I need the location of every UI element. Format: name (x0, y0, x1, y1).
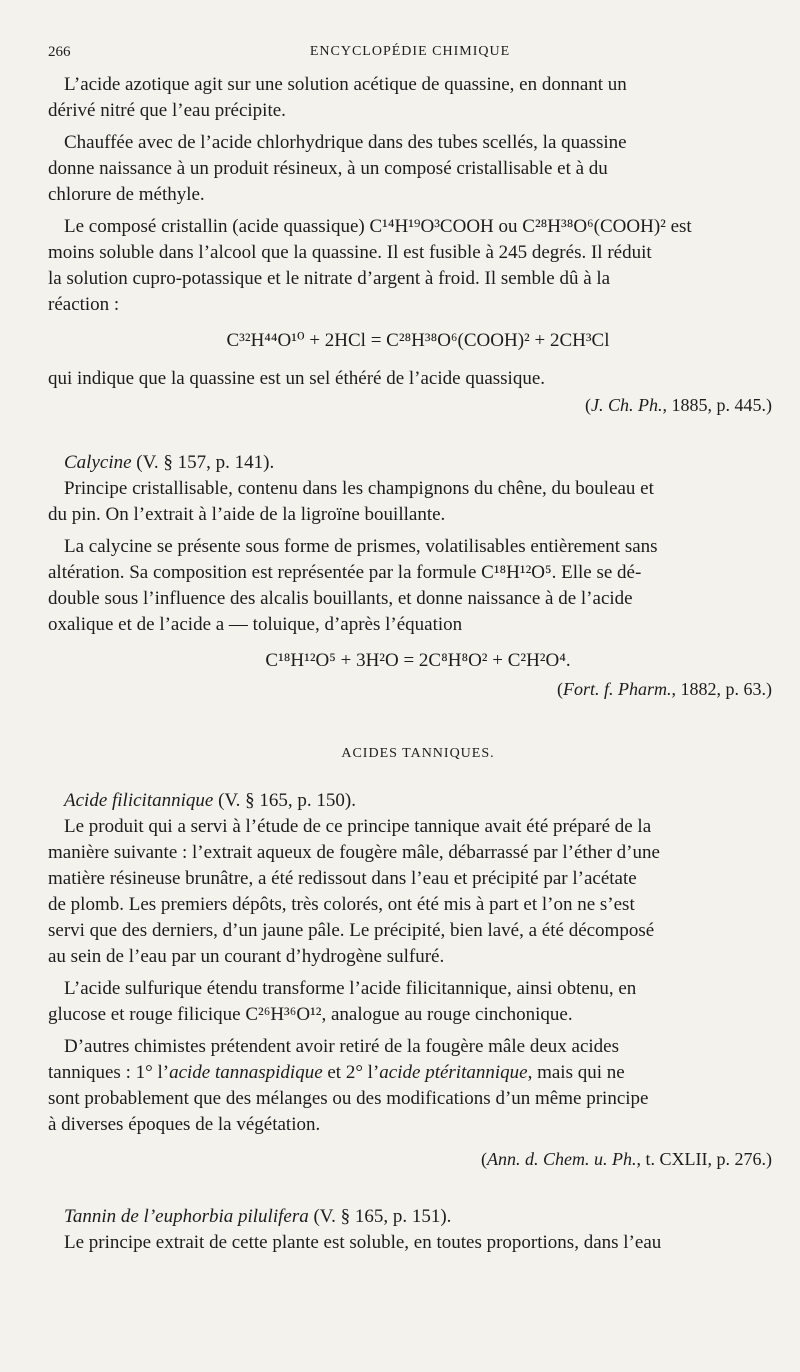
text-line: manière suivante : l’extrait aqueux de fougère mâle, débarrassé par l’éther d’une (48, 842, 660, 863)
text-line: moins soluble dans l’alcool que la quassine. Il est fusible à 245 degrés. Il réduit (48, 242, 652, 263)
item-name: Tannin de l’euphorbia pilulifera (64, 1206, 309, 1227)
text-fragment: glucose et rouge filicique (48, 1004, 241, 1025)
formula-quassic-1: C¹⁴H¹⁹O³COOH (369, 216, 494, 237)
page-body (48, 72, 772, 1256)
text-line: de plomb. Les premiers dépôts, très colorés, ont été mis à part et l’on ne s’est (48, 894, 635, 915)
running-title: ENCYCLOPÉDIE CHIMIQUE (309, 44, 511, 59)
text-fragment: tanniques : 1° l’ (48, 1062, 170, 1083)
item-reference: (V. § 165, p. 151). (313, 1206, 452, 1227)
text-line: du pin. On l’extrait à l’aide de la ligroïne bouillante. (48, 504, 446, 525)
text-line: Le produit qui a servi à l’étude de ce principe tannique avait été préparé de la (64, 816, 652, 837)
text-fragment: est (670, 216, 692, 237)
text-line: Principe cristallisable, contenu dans les champignons du chêne, du bouleau et (64, 478, 654, 499)
text-line: au sein de l’eau par un courant d’hydrogène sulfuré. (48, 946, 445, 967)
citation-3: (Ann. d. Chem. u. Ph., t. CXLII, p. 276.) (481, 1149, 772, 1169)
equation-1: C³²H⁴⁴O¹⁰ + 2HCl = C²⁸H³⁸O⁶(COOH)² + 2CH³Cl (226, 330, 610, 351)
text-line: double sous l’influence des alcalis bouillants, et donne naissance à de l’acide (48, 588, 633, 609)
page-header (48, 40, 772, 66)
page-number: 266 (48, 44, 71, 60)
item-title-tannin (64, 1204, 772, 1230)
paragraph-9 (48, 1034, 772, 1138)
text-line: La calycine se présente sous forme de prismes, volatilisables entièrement sans (64, 536, 658, 557)
text-fragment: , mais qui ne (527, 1062, 625, 1083)
text-line: à diverses époques de la végétation. (48, 1114, 321, 1135)
text-line (48, 1060, 772, 1086)
item-reference: (V. § 157, p. 141). (136, 452, 275, 473)
text-line (48, 560, 772, 586)
text-line: servi que des derniers, d’un jaune pâle. Le précipité, bien lavé, a été décomposé (48, 920, 655, 941)
section-title: ACIDES TANNIQUES. (341, 746, 495, 761)
paragraph-8 (48, 976, 772, 1028)
text-fragment: et 2° l’ (322, 1062, 380, 1083)
text-fragment: Le composé cristallin (acide quassique) (64, 216, 365, 237)
text-line: Le principe extrait de cette plante est soluble, en toutes proportions, dans l’eau (64, 1232, 662, 1253)
citation-source: Ann. d. Chem. u. Ph. (487, 1149, 637, 1169)
text-line: réaction : (48, 294, 120, 315)
text-fragment: analogue au rouge cinchonique. (330, 1004, 573, 1025)
text-line: sont probablement que des mélanges ou des modifications d’un même principe (48, 1088, 649, 1109)
citation-detail: , 1882, p. 63.) (671, 679, 772, 699)
text-fragment: Elle se dé- (561, 562, 642, 583)
paragraph-5 (48, 476, 772, 528)
text-line: L’acide sulfurique étendu transforme l’acide filicitannique, ainsi obtenu, en (64, 978, 637, 999)
citation-2: (Fort. f. Pharm., 1882, p. 63.) (556, 679, 772, 699)
item-title-filicitannique (64, 788, 772, 814)
citation-source: Fort. f. Pharm. (562, 679, 672, 699)
text-fragment: ou (498, 216, 518, 237)
formula-quassic-2: C²⁸H³⁸O⁶(COOH)² (522, 216, 666, 237)
citation-source: J. Ch. Ph. (591, 395, 663, 415)
text-line (64, 214, 772, 240)
paragraph-10 (64, 1230, 772, 1256)
paragraph-2 (48, 130, 772, 208)
formula-calycine: C¹⁸H¹²O⁵. (481, 562, 557, 583)
citation-detail: , t. CXLII, p. 276.) (636, 1149, 772, 1169)
paragraph-7 (48, 814, 772, 970)
paragraph-4 (48, 366, 772, 392)
item-title-calycine (64, 450, 772, 476)
text-line (48, 1002, 772, 1028)
equation-2: C¹⁸H¹²O⁵ + 3H²O = 2C⁸H⁸O² + C²H²O⁴. (265, 650, 571, 671)
citation-detail: , 1885, p. 445.) (662, 395, 772, 415)
text-line: la solution cupro-potassique et le nitrate d’argent à froid. Il semble dû à la (48, 268, 611, 289)
citation-1: (J. Ch. Ph., 1885, p. 445.) (585, 395, 772, 415)
text-fragment-italic: acide tannaspidique (169, 1062, 323, 1083)
item-name: Acide filicitannique (64, 790, 214, 811)
text-line: qui indique que la quassine est un sel éthéré de l’acide quassique. (48, 368, 546, 389)
text-line: chlorure de méthyle. (48, 184, 205, 205)
text-line: dérivé nitré que l’eau précipite. (48, 100, 286, 121)
text-line: D’autres chimistes prétendent avoir retiré de la fougère mâle deux acides (64, 1036, 619, 1057)
text-line: oxalique et de l’acide a — toluique, d’après l’équation (48, 614, 463, 635)
text-fragment: altération. Sa composition est représentée par la formule (48, 562, 477, 583)
text-line: matière résineuse brunâtre, a été redissout dans l’eau et précipité par l’acétate (48, 868, 637, 889)
paragraph-6 (48, 534, 772, 638)
formula-filicique: C²⁶H³⁶O¹², (245, 1004, 327, 1025)
text-line: L’acide azotique agit sur une solution acétique de quassine, en donnant un (64, 74, 627, 95)
text-line: Chauffée avec de l’acide chlorhydrique dans des tubes scellés, la quassine (64, 132, 627, 153)
text-fragment-italic: acide ptéritannique (379, 1062, 528, 1083)
text-line: donne naissance à un produit résineux, à un composé cristallisable et à du (48, 158, 608, 179)
item-name: Calycine (64, 452, 132, 473)
paragraph-1 (48, 72, 772, 124)
paragraph-3 (48, 214, 772, 318)
item-reference: (V. § 165, p. 150). (218, 790, 357, 811)
